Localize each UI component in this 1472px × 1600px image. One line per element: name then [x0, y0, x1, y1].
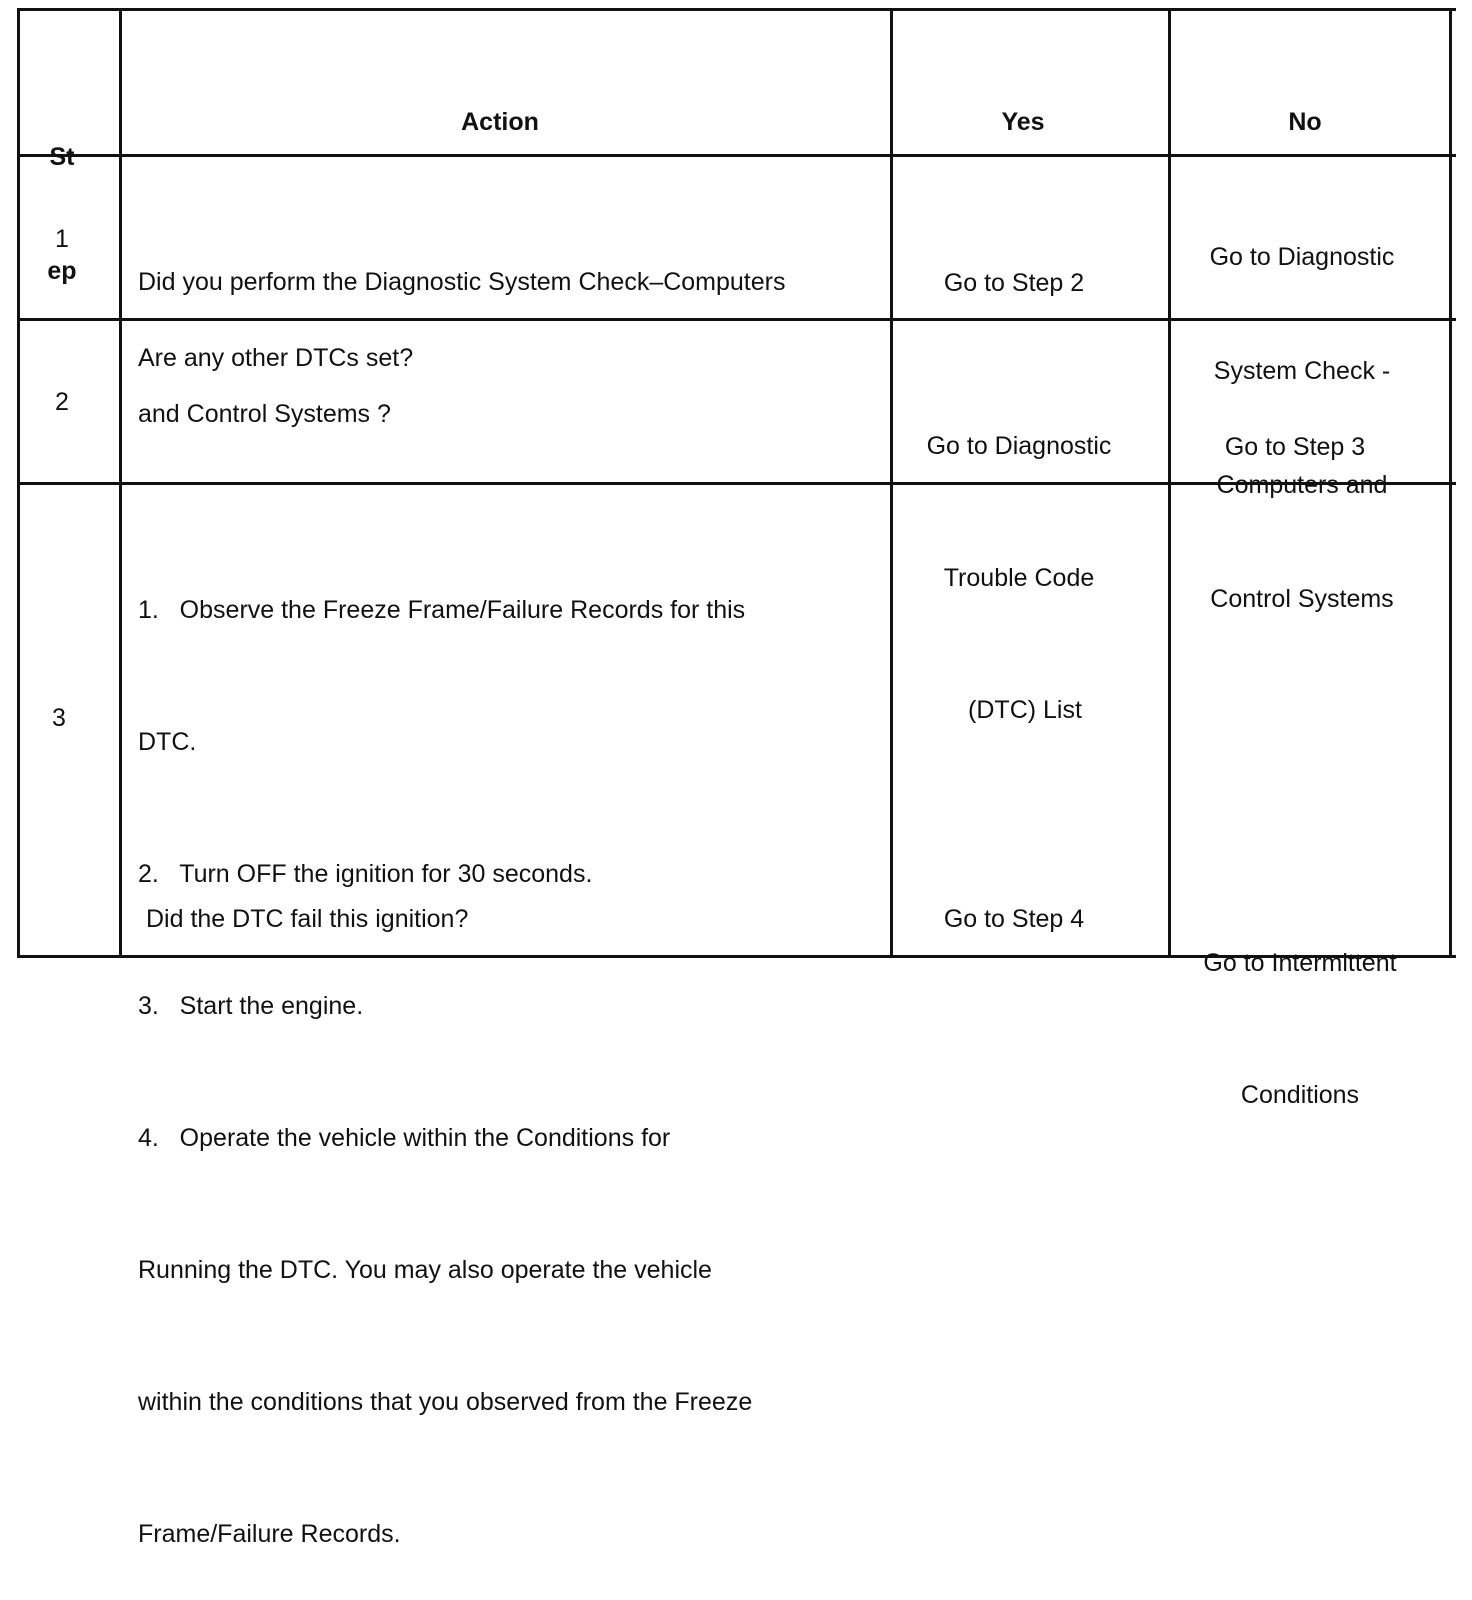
- header-yes: Yes: [1001, 108, 1045, 136]
- header-step-line1: St: [49, 143, 75, 171]
- rule-step-action: [119, 8, 122, 958]
- row3-action-line1: 1. Observe the Freeze Frame/Failure Records for this: [138, 596, 746, 624]
- row1-no: [1172, 162, 1432, 656]
- rule-yes-no: [1168, 8, 1171, 958]
- rule-right: [1449, 8, 1452, 958]
- row1-step: 1: [55, 225, 69, 253]
- rule-header-bottom: [17, 154, 1456, 157]
- row3-question: Did the DTC fail this ignition?: [146, 905, 469, 933]
- row1-action: [138, 172, 786, 480]
- row1-action-line1: Did you perform the Diagnostic System Check–Computers: [138, 268, 786, 296]
- header-step: [22, 62, 102, 328]
- row3-action-line2: DTC.: [138, 728, 197, 756]
- row2-yes-line1: Go to Diagnostic: [926, 432, 1112, 460]
- row3-no-line1: Go to Intermittent: [1203, 949, 1397, 977]
- rule-top: [17, 8, 1456, 11]
- row2-action: Are any other DTCs set?: [138, 344, 414, 372]
- header-no: No: [1288, 108, 1322, 136]
- row1-no-line2: System Check -: [1213, 357, 1391, 385]
- row1-no-line3: Computers and: [1216, 471, 1388, 499]
- row2-yes-line2: Trouble Code: [943, 564, 1095, 592]
- row3-action-line7: within the conditions that you observed from the Freeze: [138, 1388, 753, 1416]
- row3-action-line4: 3. Start the engine.: [138, 992, 364, 1020]
- row3-action: [138, 500, 752, 1600]
- row3-no: [1172, 853, 1428, 1161]
- row1-no-line4: Control Systems: [1210, 585, 1394, 613]
- row3-action-line6: Running the DTC. You may also operate the vehicle: [138, 1256, 712, 1284]
- row2-yes: [893, 336, 1145, 776]
- row1-no-line1: Go to Diagnostic: [1209, 243, 1395, 271]
- row2-no: Go to Step 3: [1224, 433, 1366, 461]
- row1-action-line2: and Control Systems ?: [138, 400, 391, 428]
- row3-no-line2: Conditions: [1240, 1081, 1360, 1109]
- row3-yes: Go to Step 4: [943, 905, 1085, 933]
- rule-left: [17, 8, 20, 958]
- row3-step: 3: [52, 704, 66, 732]
- row3-action-line3: 2. Turn OFF the ignition for 30 seconds.: [138, 860, 593, 888]
- row2-step: 2: [55, 388, 69, 416]
- row3-action-line8: Frame/Failure Records.: [138, 1520, 401, 1548]
- row1-yes: Go to Step 2: [943, 269, 1085, 297]
- header-action: Action: [461, 108, 539, 136]
- header-step-line2: ep: [47, 257, 77, 285]
- row2-yes-line3: (DTC) List: [968, 696, 1082, 724]
- row3-action-line5: 4. Operate the vehicle within the Conditions for: [138, 1124, 671, 1152]
